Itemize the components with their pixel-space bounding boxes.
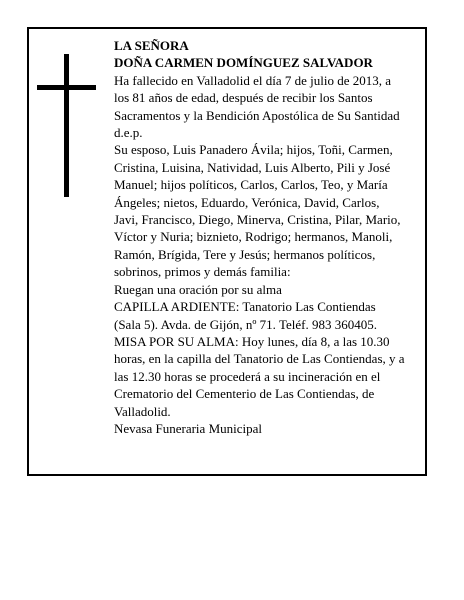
text-line: Ruegan una oración por su alma: [114, 281, 282, 297]
text-line: Javi, Francisco, Diego, Minerva, Cristina, Pilar, Mario,: [114, 212, 401, 228]
text-line: sobrinos, primos y demás familia:: [114, 264, 291, 280]
text-line: Manuel; hijos políticos, Carlos, Carlos, Teo, y María: [114, 177, 388, 193]
text-line: Ramón, Brígida, Tere y Jesús; hermanos políticos,: [114, 246, 376, 262]
text-line: horas, en la capilla del Tanatorio de Las Contiendas, y a: [114, 351, 405, 367]
text-line: Su esposo, Luis Panadero Ávila; hijos, Toñi, Carmen,: [114, 142, 393, 158]
text-line: las 12.30 horas se procederá a su incineración en el: [114, 368, 381, 384]
text-line: Cristina, Luisina, Natividad, Luis Alberto, Pili y José: [114, 159, 391, 175]
honorific-line: LA SEÑORA: [114, 38, 189, 53]
cross-vertical-bar: [64, 54, 69, 197]
text-line: Ha fallecido en Valladolid el día 7 de julio de 2013, a: [114, 72, 392, 88]
cross-horizontal-bar: [37, 85, 96, 90]
text-line: Crematorio del Cementerio de Las Contiendas, de: [114, 386, 375, 402]
text-line: CAPILLA ARDIENTE: Tanatorio Las Contiendas: [114, 299, 376, 315]
text-line: Ángeles; nietos, Eduardo, Verónica, David, Carlos,: [114, 194, 380, 210]
deceased-name: DOÑA CARMEN DOMÍNGUEZ SALVADOR: [114, 55, 373, 71]
text-line: d.e.p.: [114, 125, 143, 141]
funeral-home-line: Nevasa Funeraria Municipal: [114, 420, 263, 436]
obituary-text: [114, 37, 423, 437]
text-line: MISA POR SU ALMA: Hoy lunes, día 8, a las 10.30: [114, 333, 390, 349]
text-line: los 81 años de edad, después de recibir los Santos: [114, 90, 373, 106]
text-line: Víctor y Nuria; biznieto, Rodrigo; hermanos, Manoli,: [114, 229, 393, 245]
text-line: Sacramentos y la Bendición Apostólica de Su Santidad: [114, 107, 400, 123]
text-line: Valladolid.: [114, 403, 171, 419]
text-line: (Sala 5). Avda. de Gijón, nº 71. Teléf. 983 360405.: [114, 316, 377, 332]
